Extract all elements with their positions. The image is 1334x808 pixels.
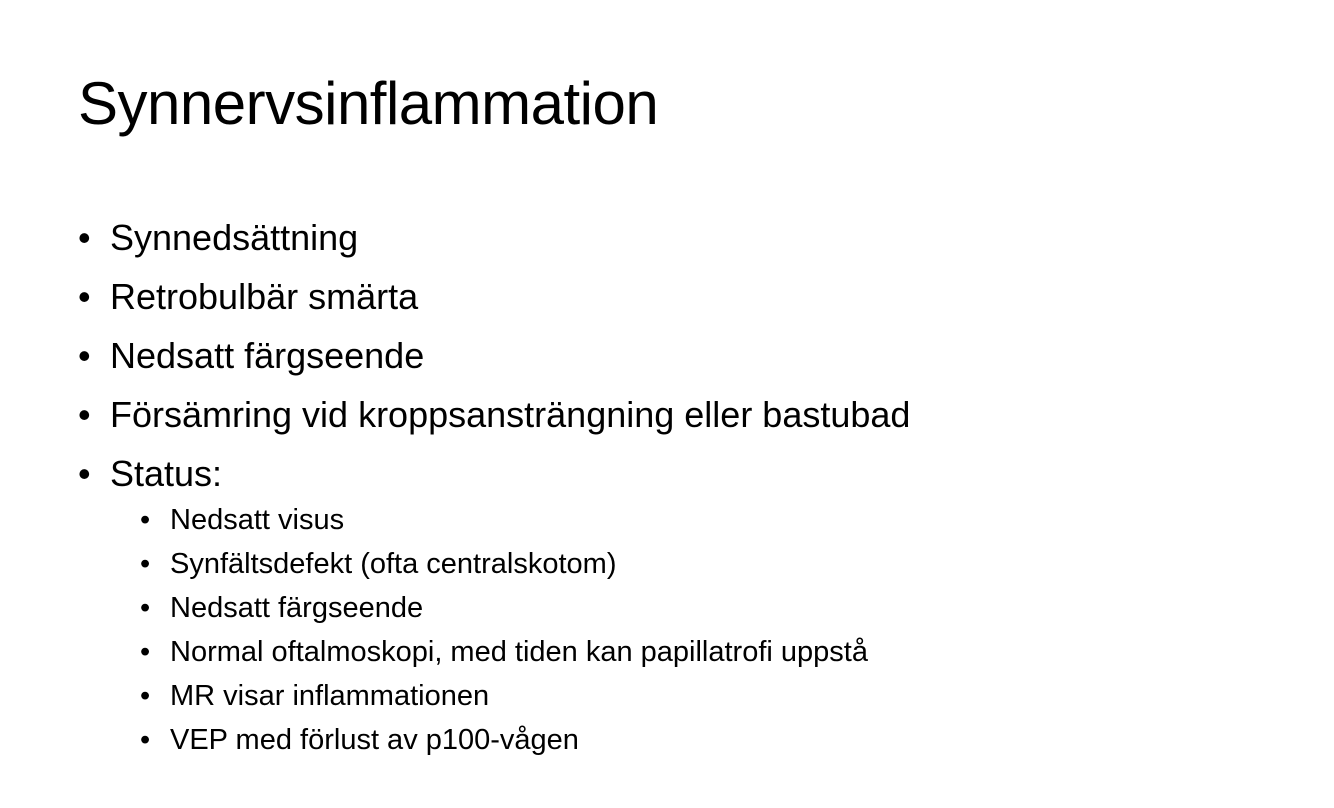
bullet-icon: • [78,335,91,376]
bullet-item [78,214,910,273]
sub-bullet-text: Normal oftalmoskopi, med tiden kan papillatrofi uppstå [170,636,868,668]
bullet-item [78,273,910,332]
bullet-text: Nedsatt färgseende [110,335,425,376]
bullet-item [78,391,910,450]
bullet-icon: • [140,680,151,712]
bullet-text: Försämring vid kroppsansträngning eller bastubad [110,394,911,435]
bullet-text: Synnedsättning [110,217,359,258]
bullet-icon: • [78,394,91,435]
bullet-icon: • [140,592,151,624]
sub-bullet-item [140,630,868,674]
sub-bullet-item [140,542,868,586]
sub-bullet-text: VEP med förlust av p100-vågen [170,724,579,756]
bullet-icon: • [78,276,91,317]
bullet-icon: • [140,504,151,536]
bullet-item [78,332,910,391]
sub-bullet-item [140,498,868,542]
bullet-icon: • [78,217,91,258]
bullet-icon: • [78,453,91,494]
sub-bullet-text: Nedsatt färgseende [170,592,424,624]
bullet-text: Status: [110,453,223,494]
sub-bullet-text: Synfältsdefekt (ofta centralskotom) [170,548,617,580]
bullet-icon: • [140,548,151,580]
slide-title: Synnervsinflammation [78,70,659,137]
bullet-text: Retrobulbär smärta [110,276,419,317]
sub-bullet-text: MR visar inflammationen [170,680,490,712]
bullet-item-status [78,450,910,756]
bullet-list [78,214,911,756]
bullet-icon: • [140,636,151,668]
sub-bullet-item [140,674,868,718]
sub-bullet-item [140,718,868,762]
sub-bullet-item [140,586,868,630]
bullet-icon: • [140,724,151,756]
sub-bullet-text: Nedsatt visus [170,504,345,536]
status-sub-list [140,498,868,762]
